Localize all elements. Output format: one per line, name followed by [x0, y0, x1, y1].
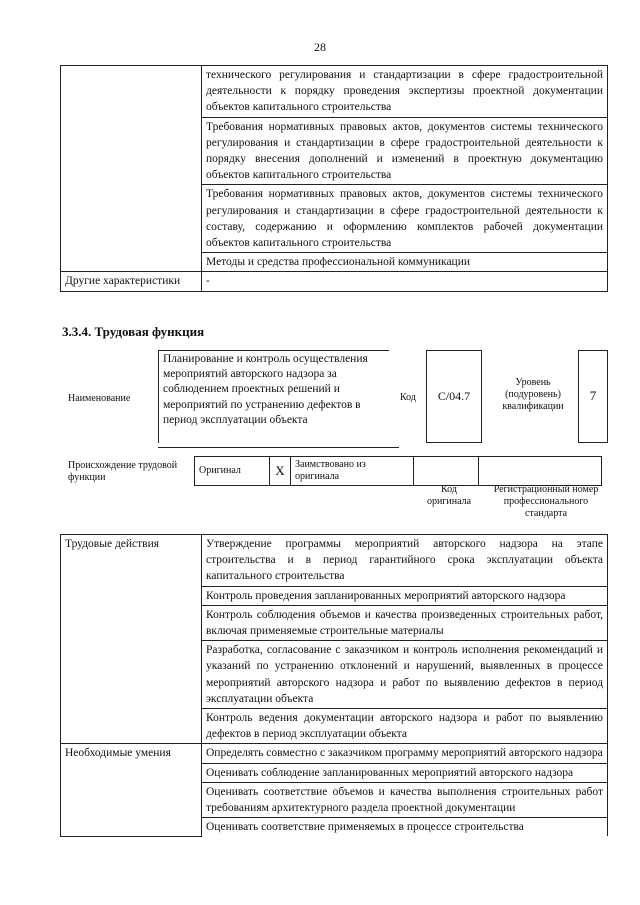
knowledge-item: Методы и средства профессиональной коммуникации: [202, 253, 608, 272]
function-name: Планирование и контроль осуществления мероприятий авторского надзора за соблюдением проектных решений и мероприятий по устранению дефектов в период эксплуатации объекта: [158, 350, 399, 448]
knowledge-item: Требования нормативных правовых актов, документов системы технического регулирования и стандартизации в сфере градостроительной деятельности к порядку внесения дополнений и изменений в проектную документацию объектов капитального строительства: [202, 117, 608, 185]
action-item: Утверждение программы мероприятий авторского надзора на этапе строительства и в период гарантийного срока эксплуатации объекта капитального строительства: [202, 535, 608, 587]
code-label: Код: [400, 392, 416, 403]
skill-item: Оценивать соответствие применяемых в процессе строительства: [202, 818, 608, 837]
knowledge-table: [60, 65, 608, 292]
action-item: Разработка, согласование с заказчиком и контроль исполнения рекомендаций и указаний по устранению отклонений и нарушений, выявленных в процессе мероприятий авторского надзора и работ по выявлению дефектов в период эксплуатации объекта: [202, 641, 608, 709]
actions-table: [60, 534, 608, 837]
registration-number-cell: [479, 457, 602, 486]
origin-label: Происхождение трудовой функции: [68, 460, 178, 483]
function-code: C/04.7: [426, 350, 482, 443]
page-number: 28: [314, 40, 326, 54]
code-caption: Код оригинала: [426, 484, 472, 507]
borrowed-label: Заимствовано из оригинала: [291, 457, 414, 486]
origin-table: [194, 456, 602, 486]
original-mark: X: [270, 457, 291, 486]
actions-label: Трудовые действия: [61, 535, 202, 744]
other-characteristics-value: -: [202, 272, 608, 291]
action-item: Контроль соблюдения объемов и качества произведенных строительных работ, включая применяемые строительные материалы: [202, 605, 608, 640]
registration-caption: Регистрационный номер профессионального стандарта: [493, 484, 599, 519]
original-label: Оригинал: [195, 457, 270, 486]
action-item: Контроль ведения документации авторского надзора и работ по выявлению дефектов в период эксплуатации объекта: [202, 709, 608, 744]
skill-item: Оценивать соответствие объемов и качества выполнения строительных работ требованиям архитектурного раздела проектной документации: [202, 782, 608, 817]
knowledge-item: технического регулирования и стандартизации в сфере градостроительной деятельности к порядку проведения экспертизы проектной документации объектов капитального строительства: [202, 66, 608, 118]
qualification-level: 7: [578, 350, 608, 443]
empty-label-cell: [61, 66, 202, 272]
other-characteristics-label: Другие характеристики: [61, 272, 202, 291]
action-item: Контроль проведения запланированных мероприятий авторского надзора: [202, 586, 608, 605]
skill-item: Оценивать соблюдение запланированных мероприятий авторского надзора: [202, 763, 608, 782]
skills-label: Необходимые умения: [61, 744, 202, 837]
name-label: Наименование: [68, 393, 131, 404]
level-label: Уровень (подуровень) квалификации: [502, 377, 564, 412]
name-box-frame: [158, 350, 389, 443]
section-title: 3.3.4. Трудовая функция: [62, 324, 205, 339]
knowledge-item: Требования нормативных правовых актов, документов системы технического регулирования и стандартизации в сфере градостроительной деятельности к составу, содержанию и оформлению комплектов рабочей документации объектов капитального строительства: [202, 185, 608, 253]
original-code-cell: [414, 457, 479, 486]
skill-item: Определять совместно с заказчиком программу мероприятий авторского надзора: [202, 744, 608, 763]
